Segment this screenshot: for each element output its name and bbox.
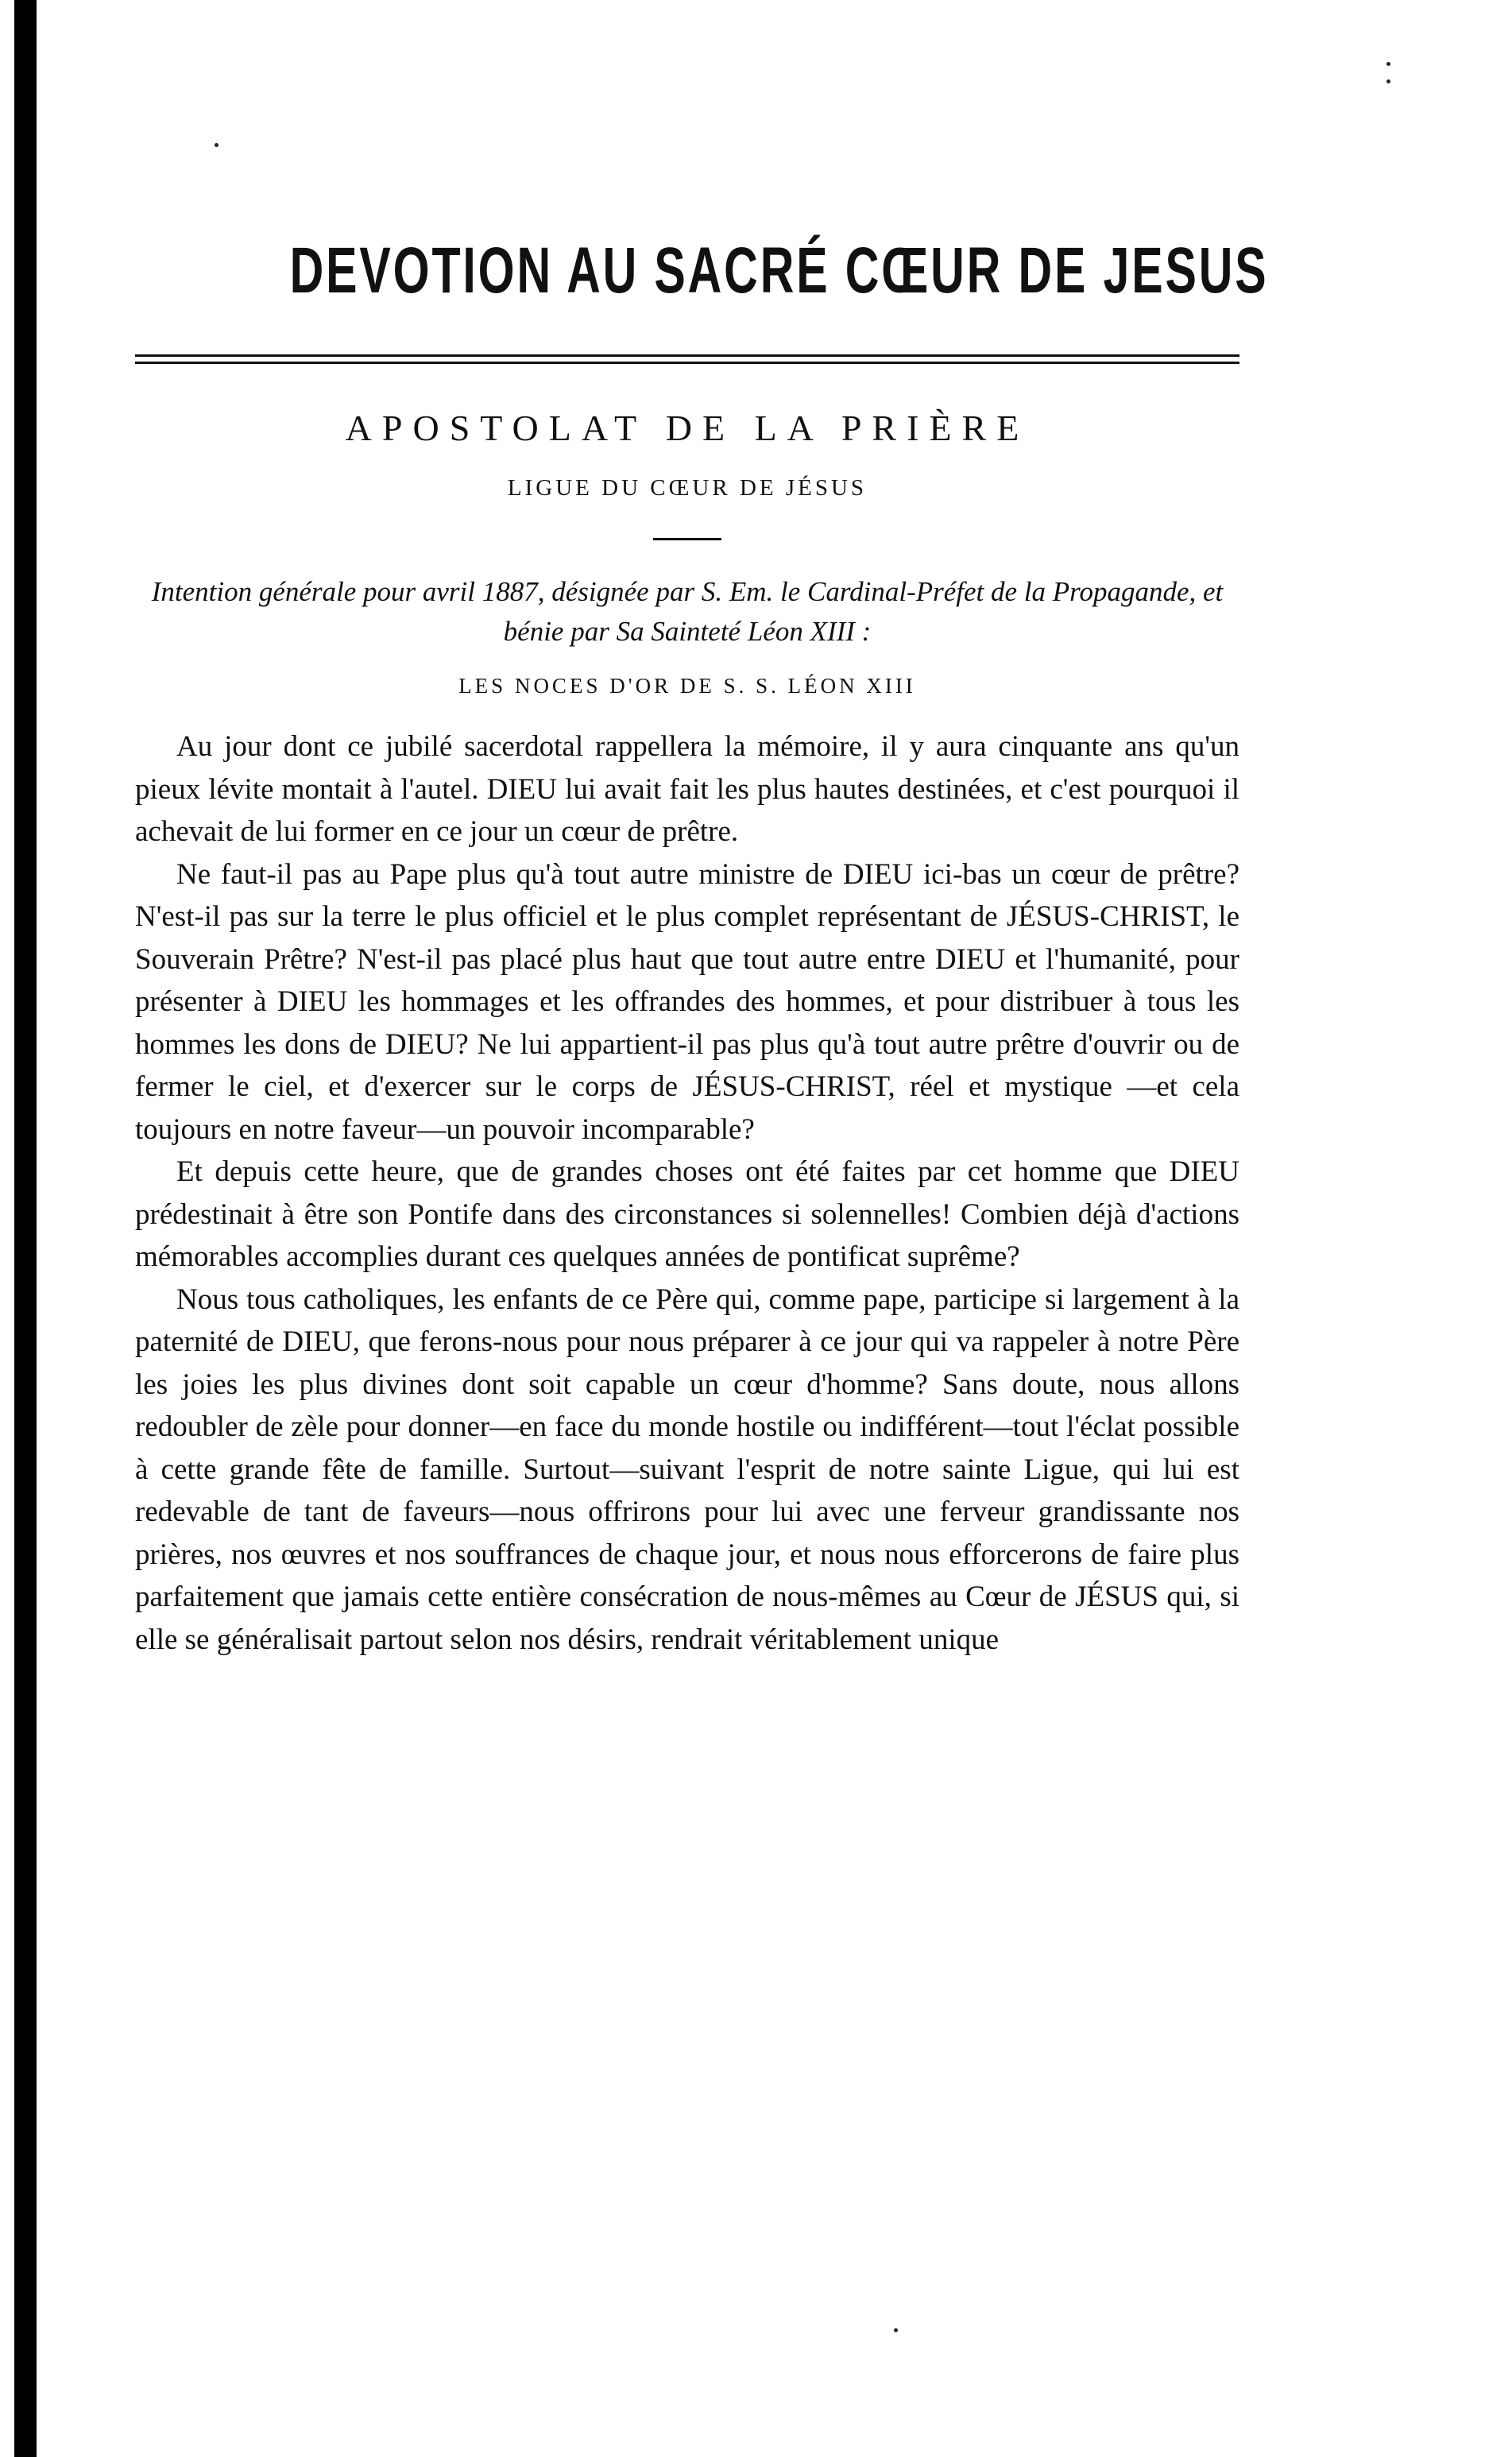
page-title: DEVOTION AU SACRÉ CŒUR DE JESUS [289,234,1269,307]
paragraph: Et depuis cette heure, que de grandes choses ont été faites par cet homme que DIEU prédestinait à être son Pontife dans des circonstances si solennelles! Combien déjà d'actions mémorables accomplies durant ces quelques années de pontificat suprême? [135,1155,1239,1273]
paragraph: Ne faut-il pas au Pape plus qu'à tout autre ministre de DIEU ici-bas un cœur de prêtre? N'est-il pas sur la terre le plus officiel et le plus complet représentant de JÉSUS-CHRIST, le Souverain Prêtre? N'est-il pas placé plus haut que tout autre entre DIEU et l'humanité, pour présenter à DIEU les hommages et les offrandes des hommes, et pour distribuer à tous les hommes les dons de DIEU? Ne lui appartient-il pas plus qu'à tout autre prêtre d'ouvrir ou de fermer le ciel, et d'exercer sur le corps de JÉSUS-CHRIST, réel et mystique —et cela toujours en notre faveur—un pouvoir incomparable? [135,857,1239,1146]
ink-speck [894,2328,898,2332]
article-title: LES NOCES D'OR DE S. S. LÉON XIII [458,674,916,698]
paragraph: Au jour dont ce jubilé sacerdotal rappellera la mémoire, il y aura cinquante ans qu'un pieux lévite montait à l'autel. DIEU lui avait fait les plus hautes destinées, et c'est pourquoi il achevait de lui former en ce jour un cœur de prêtre. [135,730,1239,848]
article-body [135,725,1239,1661]
page-binding-edge [14,0,37,2457]
document-page [135,234,1269,1661]
title-double-rule [135,354,1239,364]
ink-speck [1386,79,1390,83]
section-heading: APOSTOLAT DE LA PRIÈRE [345,408,1030,448]
ink-speck [1386,62,1390,66]
section-subheading: LIGUE DU CŒUR DE JÉSUS [507,475,868,501]
ink-speck [215,143,218,147]
short-divider [653,538,721,540]
intention-note: Intention générale pour avril 1887, désignée par S. Em. le Cardinal-Préfet de la Propagande, et bénie par Sa Sainteté Léon XIII : [151,576,1224,647]
paragraph: Nous tous catholiques, les enfants de ce Père qui, comme pape, participe si largement à la paternité de DIEU, que ferons-nous pour nous préparer à ce jour qui va rappeler à notre Père les joies les plus divines dont soit capable un cœur d'homme? Sans doute, nous allons redoubler de zèle pour donner—en face du monde hostile ou indifférent—tout l'éclat possible à cette grande fête de famille. Surtout—suivant l'esprit de notre sainte Ligue, qui lui est redevable de tant de faveurs—nous offrirons pour lui avec une ferveur grandissante nos prières, nos œuvres et nos souffrances de chaque jour, et nous nous efforcerons de faire plus parfaitement que jamais cette entière consécration de nous-mêmes au Cœur de JÉSUS qui, si elle se généralisait partout selon nos désirs, rendrait véritablement unique [135,1283,1239,1656]
